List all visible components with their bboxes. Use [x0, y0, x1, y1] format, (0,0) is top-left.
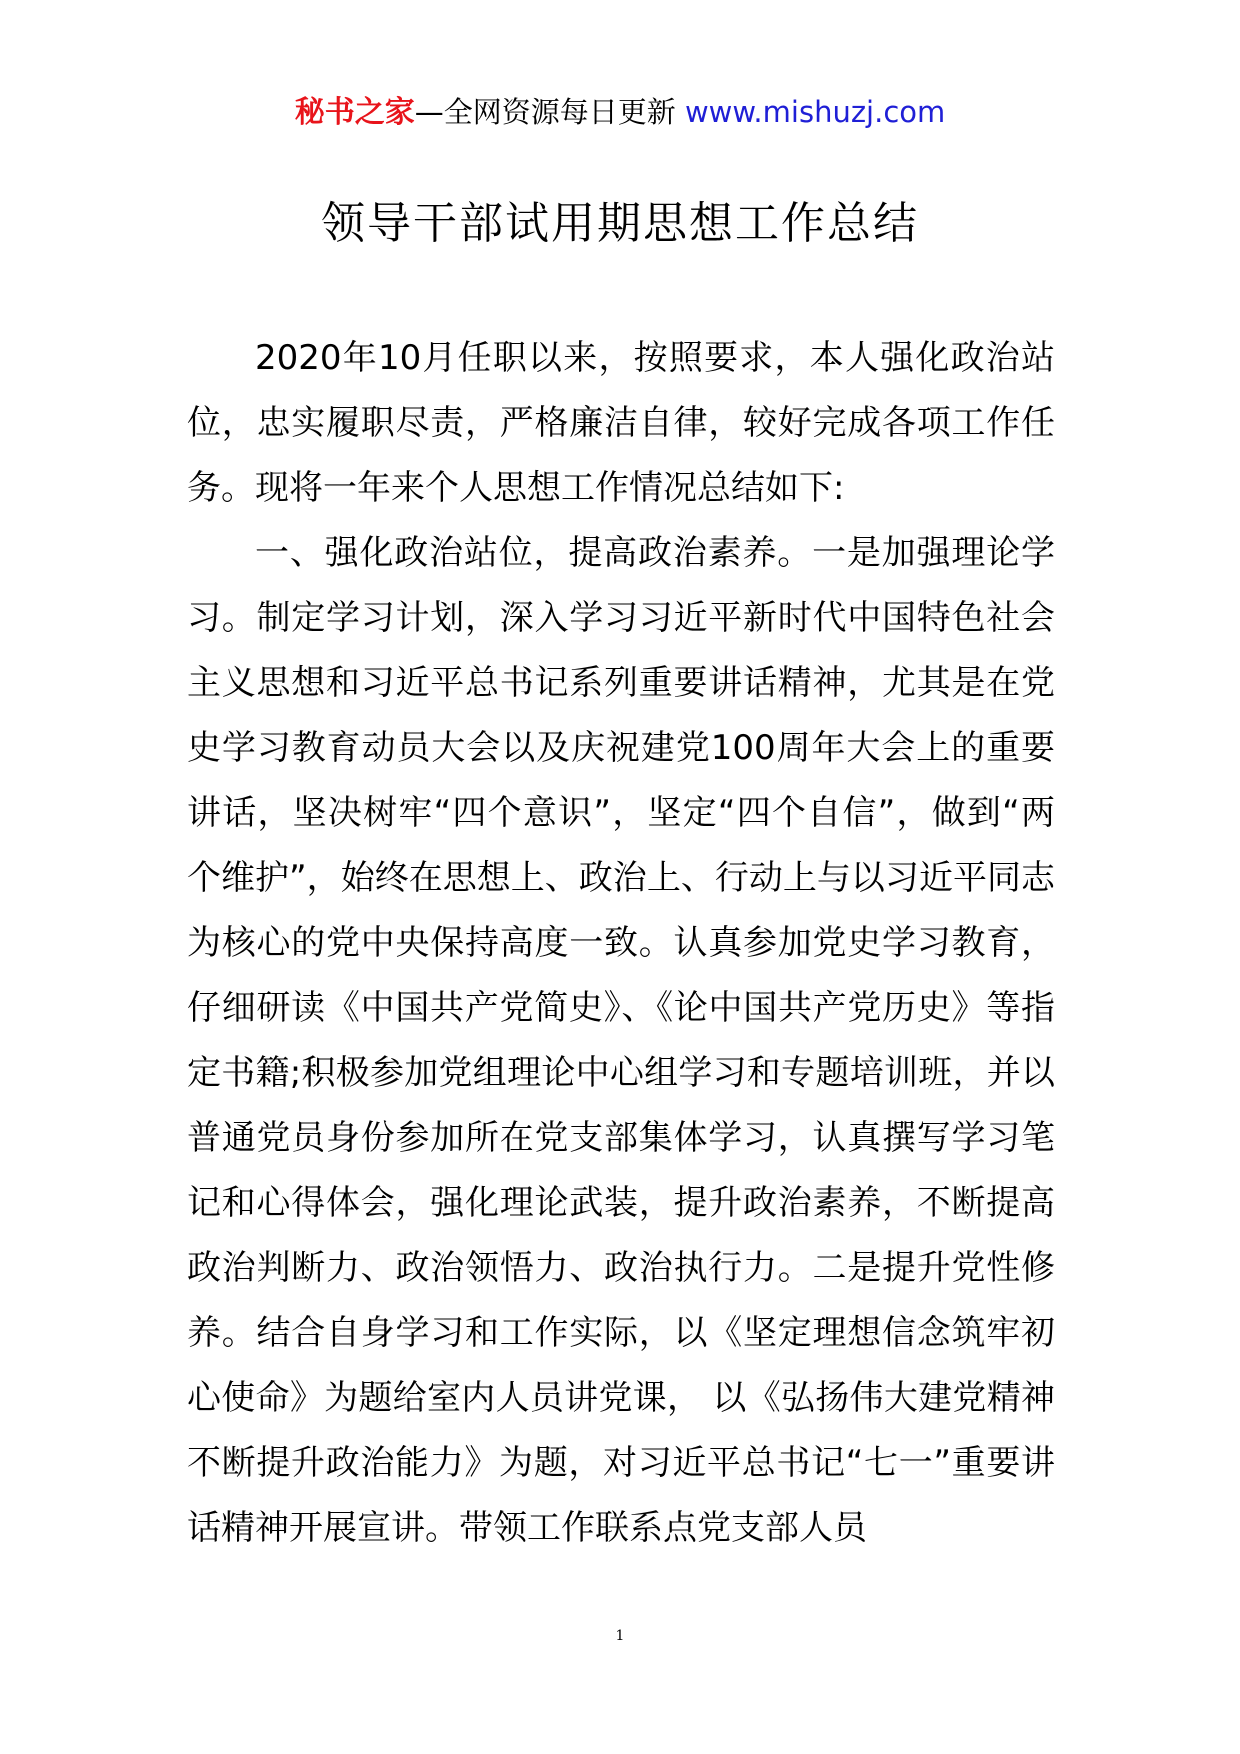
section-one-paragraph: 一、强化政治站位，提高政治素养。一是加强理论学习。制定学习计划，深入学习习近平新时代中国特色社会主义思想和习近平总书记系列重要讲话精神，尤其是在党史学习教育动员大会以及庆祝建党100周年大会上的重要讲话，坚决树牢“四个意识”，坚定“四个自信”，做到“两个维护”，始终在思想上、政治上、行动上与以习近平同志为核心的党中央保持高度一致。认真参加党史学习教育，仔细研读《中国共产党简史》、《论中国共产党历史》等指定书籍;积极参加党组理论中心组学习和专题培训班，并以普通党员身份参加所在党支部集体学习，认真撰写学习笔记和心得体会，强化理论武装，提升政治素养，不断提高政治判断力、政治领悟力、政治执行力。二是提升党性修养。结合自身学习和工作实际，以《坚定理想信念筑牢初心使命》为题给室内人员讲党课， 以《弘扬伟大建党精神不断提升政治能力》为题，对习近平总书记“七一”重要讲话精神开展宣讲。带领工作联系点党支部人员	[187, 533, 1056, 1548]
brand-name: 秘书之家	[294, 95, 415, 130]
intro-paragraph: 2020年10月任职以来，按照要求，本人强化政治站位，忠实履职尽责，严格廉洁自律，较好完成各项工作任务。现将一年来个人思想工作情况总结如下:	[187, 338, 1055, 508]
page-header	[0, 92, 1240, 133]
website-link[interactable]: www.mishuzj.com	[684, 95, 946, 129]
page-number: 1	[615, 1628, 625, 1644]
header-slogan: —全网资源每日更新	[414, 95, 685, 129]
document-title: 领导干部试用期思想工作总结	[321, 198, 919, 249]
document-body	[187, 326, 1055, 1561]
